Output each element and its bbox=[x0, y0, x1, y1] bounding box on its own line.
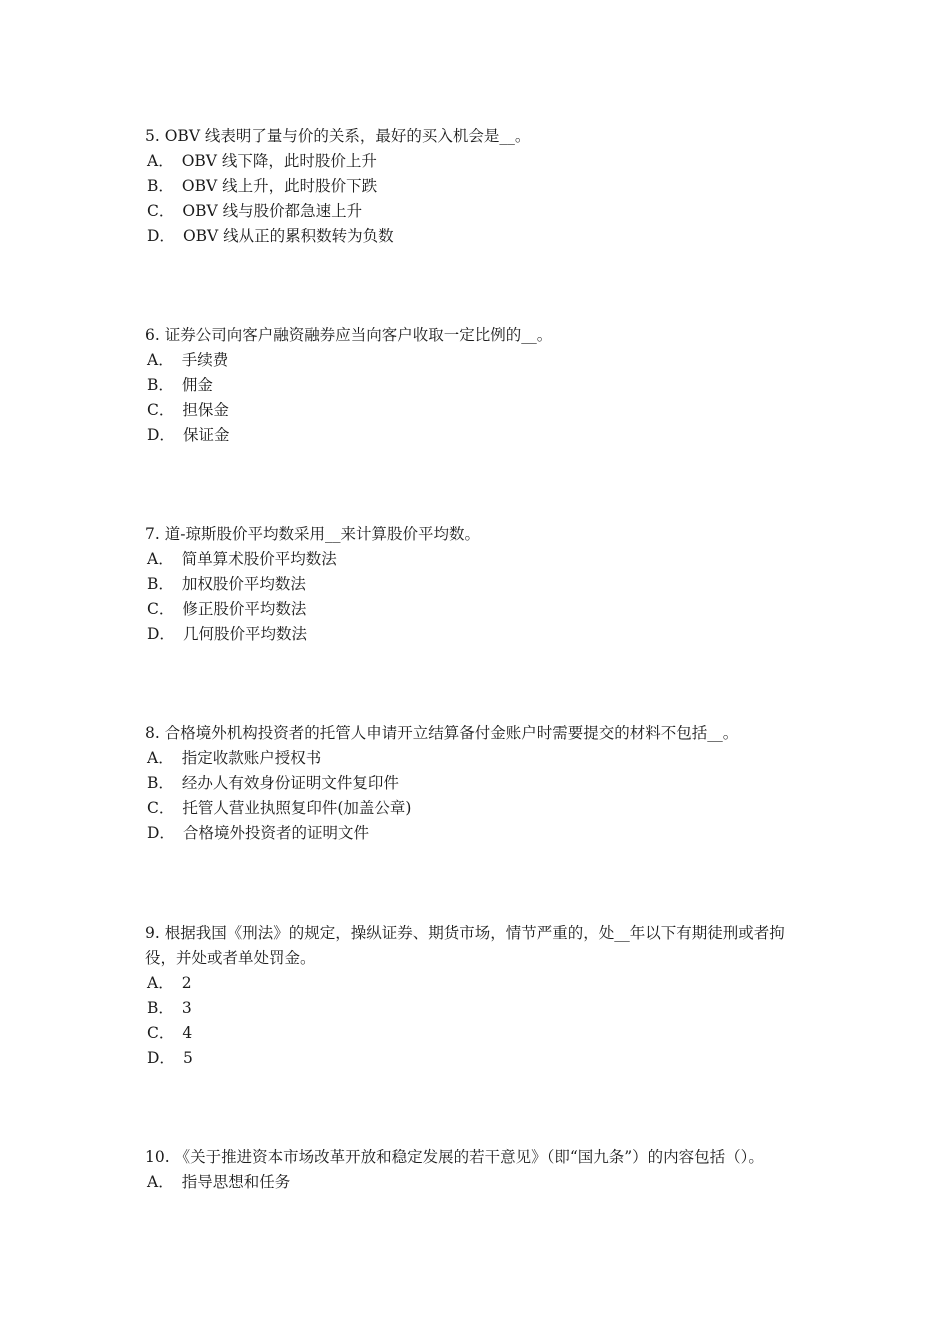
option-a bbox=[145, 971, 810, 996]
option-text: 5 bbox=[182, 1049, 193, 1067]
option-text: 手续费 bbox=[181, 351, 229, 369]
option-a bbox=[145, 746, 810, 771]
option-text: 3 bbox=[181, 999, 192, 1017]
option-a bbox=[145, 149, 810, 174]
question-8 bbox=[145, 721, 810, 846]
option-text: 指导思想和任务 bbox=[181, 1173, 291, 1191]
option-c bbox=[145, 796, 810, 821]
option-letter: C． bbox=[147, 202, 175, 220]
option-text: 4 bbox=[182, 1024, 193, 1042]
option-letter: C． bbox=[147, 600, 175, 618]
option-letter: B． bbox=[147, 774, 174, 792]
option-text: 合格境外投资者的证明文件 bbox=[182, 824, 369, 842]
question-stem: 7. 道-琼斯股价平均数采用__来计算股价平均数。 bbox=[145, 525, 480, 543]
option-letter: D． bbox=[147, 1049, 175, 1067]
option-letter: B． bbox=[147, 177, 174, 195]
option-letter: B． bbox=[147, 999, 174, 1017]
option-letter: A． bbox=[147, 351, 174, 369]
option-d bbox=[145, 821, 810, 846]
question-9 bbox=[145, 921, 810, 1071]
option-letter: D． bbox=[147, 824, 175, 842]
option-letter: C． bbox=[147, 799, 175, 817]
question-5 bbox=[145, 124, 810, 249]
option-letter: A． bbox=[147, 1173, 174, 1191]
question-stem: 6. 证券公司向客户融资融券应当向客户收取一定比例的__。 bbox=[145, 326, 553, 344]
option-b bbox=[145, 174, 810, 199]
option-b bbox=[145, 373, 810, 398]
option-text: 托管人营业执照复印件(加盖公章) bbox=[182, 799, 412, 817]
option-text: 简单算术股价平均数法 bbox=[181, 550, 337, 568]
option-letter: D． bbox=[147, 426, 175, 444]
option-c bbox=[145, 398, 810, 423]
option-text: OBV 线从正的累积数转为负数 bbox=[182, 227, 394, 245]
option-text: 加权股价平均数法 bbox=[181, 575, 306, 593]
question-7 bbox=[145, 522, 810, 647]
option-b bbox=[145, 771, 810, 796]
option-c bbox=[145, 199, 810, 224]
question-stem: 10. 《关于推进资本市场改革开放和稳定发展的若干意见》（即“国九条”）的内容包括（）。 bbox=[145, 1148, 764, 1166]
option-letter: B． bbox=[147, 376, 174, 394]
option-c bbox=[145, 1021, 810, 1046]
option-d bbox=[145, 423, 810, 448]
option-letter: C． bbox=[147, 1024, 175, 1042]
option-letter: B． bbox=[147, 575, 174, 593]
question-stem: 5. OBV 线表明了量与价的关系，最好的买入机会是__。 bbox=[145, 127, 531, 145]
option-d bbox=[145, 622, 810, 647]
option-text: 修正股价平均数法 bbox=[182, 600, 307, 618]
option-text: OBV 线与股价都急速上升 bbox=[182, 202, 363, 220]
option-text: 保证金 bbox=[182, 426, 230, 444]
option-d bbox=[145, 1046, 810, 1071]
option-letter: D． bbox=[147, 625, 175, 643]
option-letter: A． bbox=[147, 974, 174, 992]
question-6 bbox=[145, 323, 810, 448]
option-text: 几何股价平均数法 bbox=[182, 625, 307, 643]
option-text: 担保金 bbox=[182, 401, 229, 419]
option-letter: A． bbox=[147, 749, 174, 767]
option-d bbox=[145, 224, 810, 249]
option-text: 2 bbox=[181, 974, 192, 992]
option-a bbox=[145, 547, 810, 572]
option-text: 佣金 bbox=[181, 376, 213, 394]
option-letter: A． bbox=[147, 152, 174, 170]
option-a bbox=[145, 348, 810, 373]
option-c bbox=[145, 597, 810, 622]
question-stem: 9. 根据我国《刑法》的规定，操纵证券、期货市场，情节严重的，处__年以下有期徒刑或者拘役，并处或者单处罚金。 bbox=[145, 924, 785, 967]
option-text: OBV 线上升，此时股价下跌 bbox=[181, 177, 378, 195]
option-letter: D． bbox=[147, 227, 175, 245]
option-letter: C． bbox=[147, 401, 175, 419]
option-text: 指定收款账户授权书 bbox=[181, 749, 322, 767]
option-a bbox=[145, 1170, 810, 1195]
option-text: 经办人有效身份证明文件复印件 bbox=[181, 774, 399, 792]
option-b bbox=[145, 996, 810, 1021]
option-letter: A． bbox=[147, 550, 174, 568]
option-b bbox=[145, 572, 810, 597]
question-stem: 8. 合格境外机构投资者的托管人申请开立结算备付金账户时需要提交的材料不包括__。 bbox=[145, 724, 739, 742]
option-text: OBV 线下降，此时股价上升 bbox=[181, 152, 377, 170]
question-10 bbox=[145, 1145, 810, 1195]
